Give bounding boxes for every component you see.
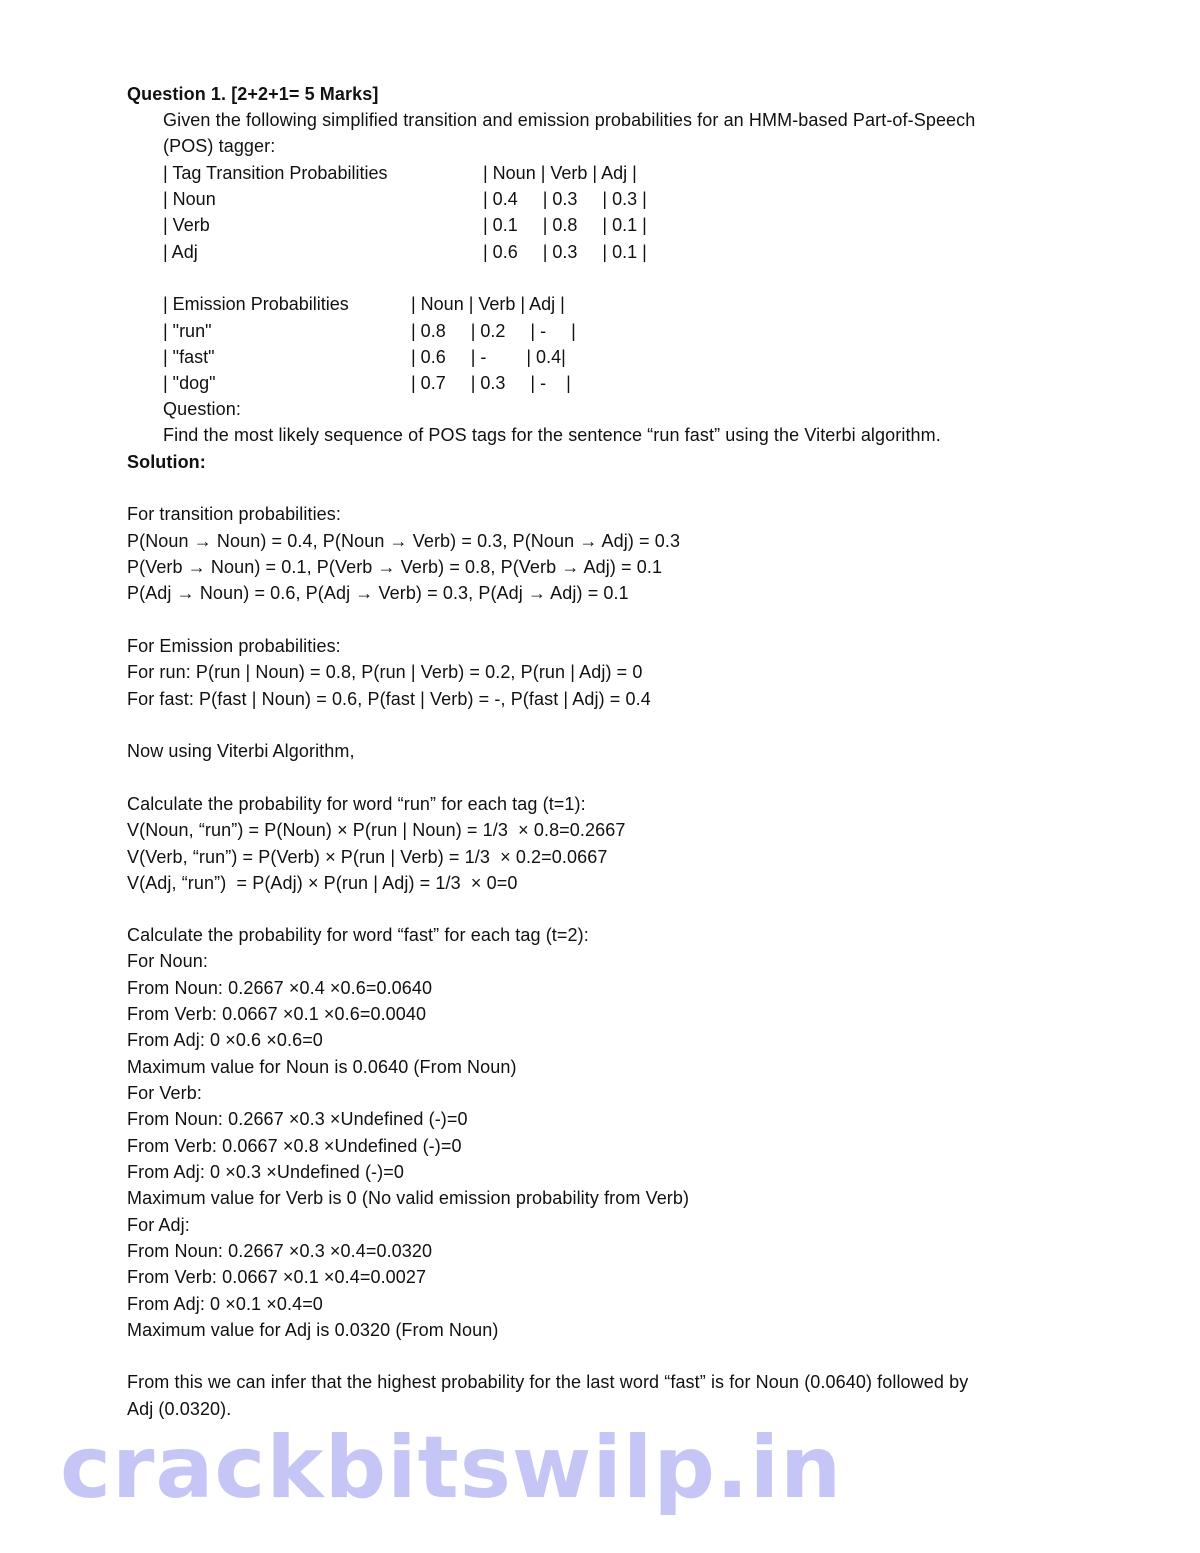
solution-line: Maximum value for Adj is 0.0320 (From Noun) bbox=[127, 1320, 499, 1340]
solution-line: From Verb: 0.0667 ×0.8 ×Undefined (-)=0 bbox=[127, 1136, 462, 1156]
solution-line: From Verb: 0.0667 ×0.1 ×0.4=0.0027 bbox=[127, 1267, 427, 1287]
transition-header-columns: | Noun | Verb | Adj | bbox=[483, 163, 637, 183]
solution-line: For run: P(run | Noun) = 0.8, P(run | Verb) = 0.2, P(run | Adj) = 0 bbox=[127, 662, 643, 682]
emission-row-values: | 0.8 | 0.2 | - | bbox=[411, 321, 576, 341]
solution-line: Calculate the probability for word “fast” for each tag (t=2): bbox=[127, 925, 589, 945]
transition-row-values: | 0.1 | 0.8 | 0.1 | bbox=[483, 215, 647, 235]
transition-header-label: | Tag Transition Probabilities bbox=[163, 163, 388, 183]
conclusion-line-1: From this we can infer that the highest probability for the last word “fast” is for Noun (0.0640) followed by bbox=[127, 1372, 969, 1392]
watermark: crackbitswilp.in bbox=[60, 1418, 843, 1518]
solution-line: P(Verb → Noun) = 0.1, P(Verb → Verb) = 0.8, P(Verb → Adj) = 0.1 bbox=[127, 557, 663, 577]
emission-row-label: | "run" bbox=[163, 321, 212, 341]
emission-row-label: | "fast" bbox=[163, 347, 215, 367]
solution-line: From Noun: 0.2667 ×0.3 ×0.4=0.0320 bbox=[127, 1241, 433, 1261]
solution-line: For transition probabilities: bbox=[127, 504, 341, 524]
transition-row-label: | Adj bbox=[163, 242, 198, 262]
solution-line: V(Adj, “run”) = P(Adj) × P(run | Adj) = 1/3 × 0=0 bbox=[127, 873, 518, 893]
solution-line: From Adj: 0 ×0.1 ×0.4=0 bbox=[127, 1294, 323, 1314]
question-intro-line-1: Given the following simplified transition and emission probabilities for an HMM-based Part-of-Speech bbox=[163, 110, 976, 130]
viterbi-intro: Now using Viterbi Algorithm, bbox=[127, 741, 355, 761]
solution-line: P(Noun → Noun) = 0.4, P(Noun → Verb) = 0.3, P(Noun → Adj) = 0.3 bbox=[127, 531, 681, 551]
emission-row-label: | "dog" bbox=[163, 373, 216, 393]
solution-line: For Verb: bbox=[127, 1083, 202, 1103]
solution-heading: Solution: bbox=[127, 452, 206, 472]
solution-line: From Adj: 0 ×0.3 ×Undefined (-)=0 bbox=[127, 1162, 404, 1182]
emission-row-values: | 0.7 | 0.3 | - | bbox=[411, 373, 571, 393]
solution-line: For Emission probabilities: bbox=[127, 636, 341, 656]
solution-line: From Noun: 0.2667 ×0.4 ×0.6=0.0640 bbox=[127, 978, 433, 998]
question-text: Find the most likely sequence of POS tags for the sentence “run fast” using the Viterbi algorithm. bbox=[163, 425, 941, 445]
emission-row-values: | 0.6 | - | 0.4| bbox=[411, 347, 566, 367]
transition-row-values: | 0.6 | 0.3 | 0.1 | bbox=[483, 242, 647, 262]
solution-line: V(Verb, “run”) = P(Verb) × P(run | Verb) = 1/3 × 0.2=0.0667 bbox=[127, 847, 608, 867]
solution-line: Maximum value for Noun is 0.0640 (From Noun) bbox=[127, 1057, 517, 1077]
solution-line: For fast: P(fast | Noun) = 0.6, P(fast | Verb) = -, P(fast | Adj) = 0.4 bbox=[127, 689, 651, 709]
transition-row-label: | Verb bbox=[163, 215, 210, 235]
question-heading: Question 1. [2+2+1= 5 Marks] bbox=[127, 84, 379, 104]
solution-line: For Noun: bbox=[127, 951, 208, 971]
solution-line: From Noun: 0.2667 ×0.3 ×Undefined (-)=0 bbox=[127, 1109, 468, 1129]
solution-line: Maximum value for Verb is 0 (No valid emission probability from Verb) bbox=[127, 1188, 690, 1208]
solution-line: From Adj: 0 ×0.6 ×0.6=0 bbox=[127, 1030, 323, 1050]
question-label: Question: bbox=[163, 399, 241, 419]
emission-header-label: | Emission Probabilities bbox=[163, 294, 349, 314]
solution-line: Calculate the probability for word “run” for each tag (t=1): bbox=[127, 794, 586, 814]
solution-line: P(Adj → Noun) = 0.6, P(Adj → Verb) = 0.3, P(Adj → Adj) = 0.1 bbox=[127, 583, 629, 603]
solution-line: For Adj: bbox=[127, 1215, 190, 1235]
transition-row-values: | 0.4 | 0.3 | 0.3 | bbox=[483, 189, 647, 209]
solution-line: V(Noun, “run”) = P(Noun) × P(run | Noun) = 1/3 × 0.8=0.2667 bbox=[127, 820, 626, 840]
question-intro-line-2: (POS) tagger: bbox=[163, 136, 276, 156]
transition-row-label: | Noun bbox=[163, 189, 216, 209]
emission-header-columns: | Noun | Verb | Adj | bbox=[411, 294, 565, 314]
solution-line: From Verb: 0.0667 ×0.1 ×0.6=0.0040 bbox=[127, 1004, 427, 1024]
conclusion-line-2: Adj (0.0320). bbox=[127, 1399, 232, 1419]
